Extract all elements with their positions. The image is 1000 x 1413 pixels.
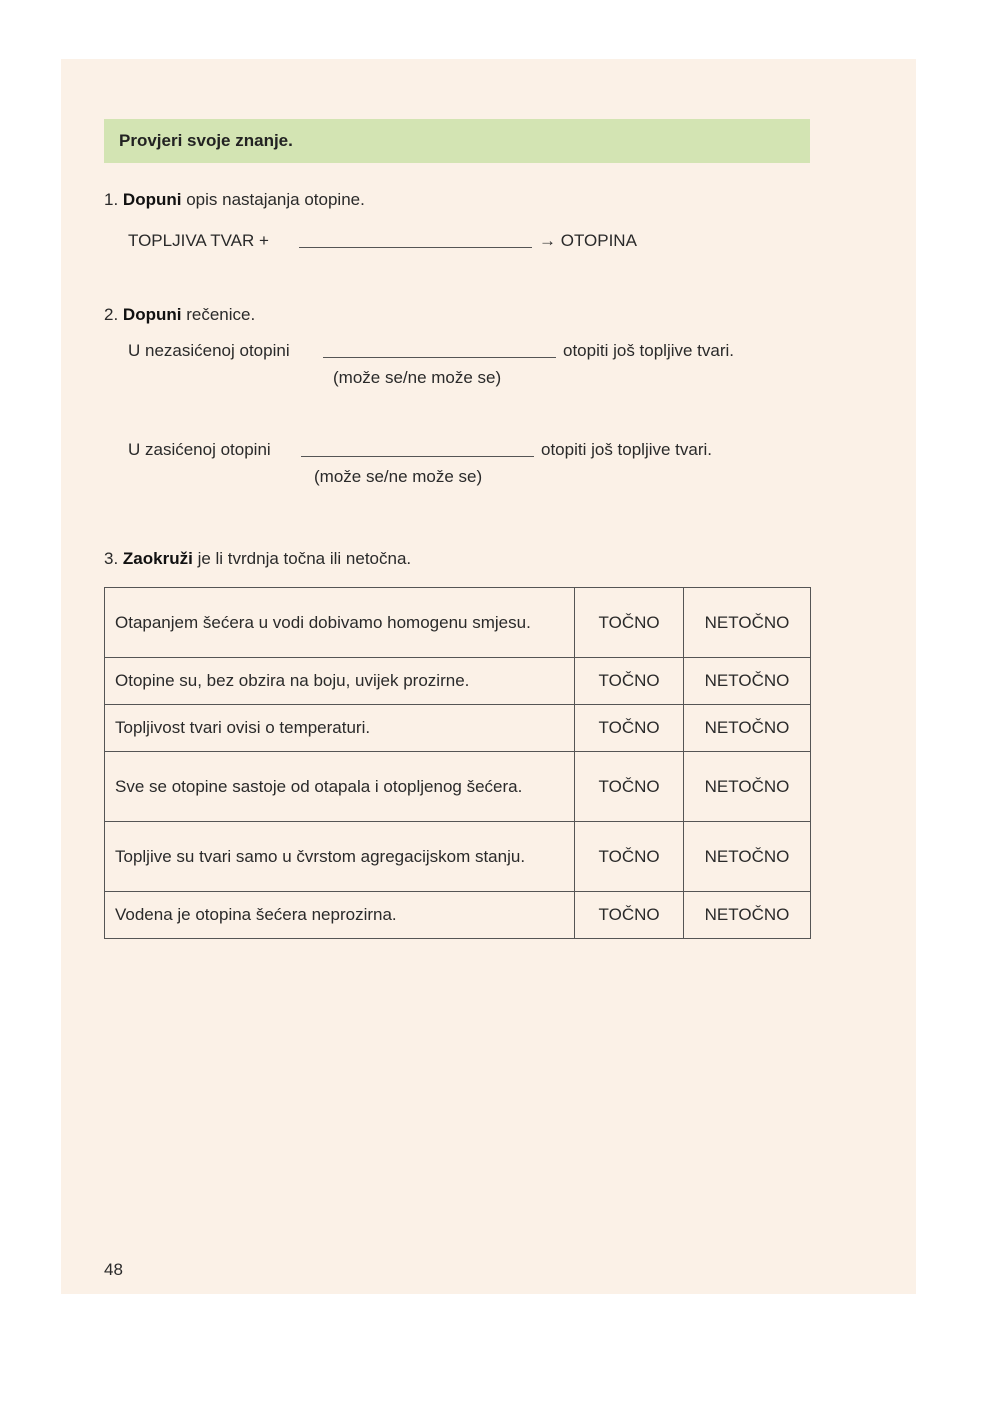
question-verb: Dopuni — [122, 305, 182, 324]
false-option[interactable]: NETOČNO — [684, 822, 811, 892]
statement: Sve se otopine sastoje od otapala i otopljenog šećera. — [105, 752, 575, 822]
question-text: rečenice. — [186, 305, 256, 324]
q2-s1-right: otopiti još topljive tvari. — [563, 341, 735, 360]
table-row — [105, 658, 811, 705]
question-3-prompt — [104, 549, 411, 569]
table-row — [105, 822, 811, 892]
q2-s2-left: U zasićenoj otopini — [128, 440, 271, 459]
q1-answer-blank[interactable] — [299, 247, 532, 248]
question-text: opis nastajanja otopine. — [186, 190, 365, 209]
statement: Otapanjem šećera u vodi dobivamo homogenu smjesu. — [105, 588, 575, 658]
question-number: 1. — [104, 190, 119, 209]
false-option[interactable]: NETOČNO — [684, 892, 811, 939]
q1-left-text: TOPLJIVA TVAR + — [128, 231, 269, 250]
q2-s2-right: otopiti još topljive tvari. — [541, 440, 713, 459]
statement: Topljive su tvari samo u čvrstom agregacijskom stanju. — [105, 822, 575, 892]
question-verb: Zaokruži — [122, 549, 193, 568]
true-option[interactable]: TOČNO — [575, 752, 684, 822]
question-1-prompt — [104, 190, 365, 210]
false-option[interactable]: NETOČNO — [684, 658, 811, 705]
question-text: je li tvrdnja točna ili netočna. — [197, 549, 412, 568]
false-option[interactable]: NETOČNO — [684, 705, 811, 752]
table-row — [105, 705, 811, 752]
banner-title: Provjeri svoje znanje. — [119, 131, 293, 150]
question-verb: Dopuni — [122, 190, 182, 209]
false-option[interactable]: NETOČNO — [684, 588, 811, 658]
table-row — [105, 588, 811, 658]
statement: Topljivost tvari ovisi o temperaturi. — [105, 705, 575, 752]
q1-right-text: → OTOPINA — [539, 231, 637, 250]
statement: Otopine su, bez obzira na boju, uvijek prozirne. — [105, 658, 575, 705]
q2-s1-hint: (može se/ne može se) — [333, 368, 502, 387]
question-number: 2. — [104, 305, 119, 324]
true-option[interactable]: TOČNO — [575, 892, 684, 939]
q2-s2-hint: (može se/ne može se) — [314, 467, 483, 486]
q2-s2-blank[interactable] — [301, 456, 534, 457]
statement: Vodena je otopina šećera neprozirna. — [105, 892, 575, 939]
question-2-prompt — [104, 305, 255, 325]
page-number: 48 — [104, 1260, 123, 1279]
true-option[interactable]: TOČNO — [575, 822, 684, 892]
false-option[interactable]: NETOČNO — [684, 752, 811, 822]
table-row — [105, 892, 811, 939]
question-number: 3. — [104, 549, 119, 568]
q2-s1-blank[interactable] — [323, 357, 556, 358]
section-banner — [104, 119, 810, 163]
q2-s1-left: U nezasićenoj otopini — [128, 341, 290, 360]
true-option[interactable]: TOČNO — [575, 658, 684, 705]
true-option[interactable]: TOČNO — [575, 588, 684, 658]
true-false-table — [104, 587, 811, 939]
true-option[interactable]: TOČNO — [575, 705, 684, 752]
table-row — [105, 752, 811, 822]
